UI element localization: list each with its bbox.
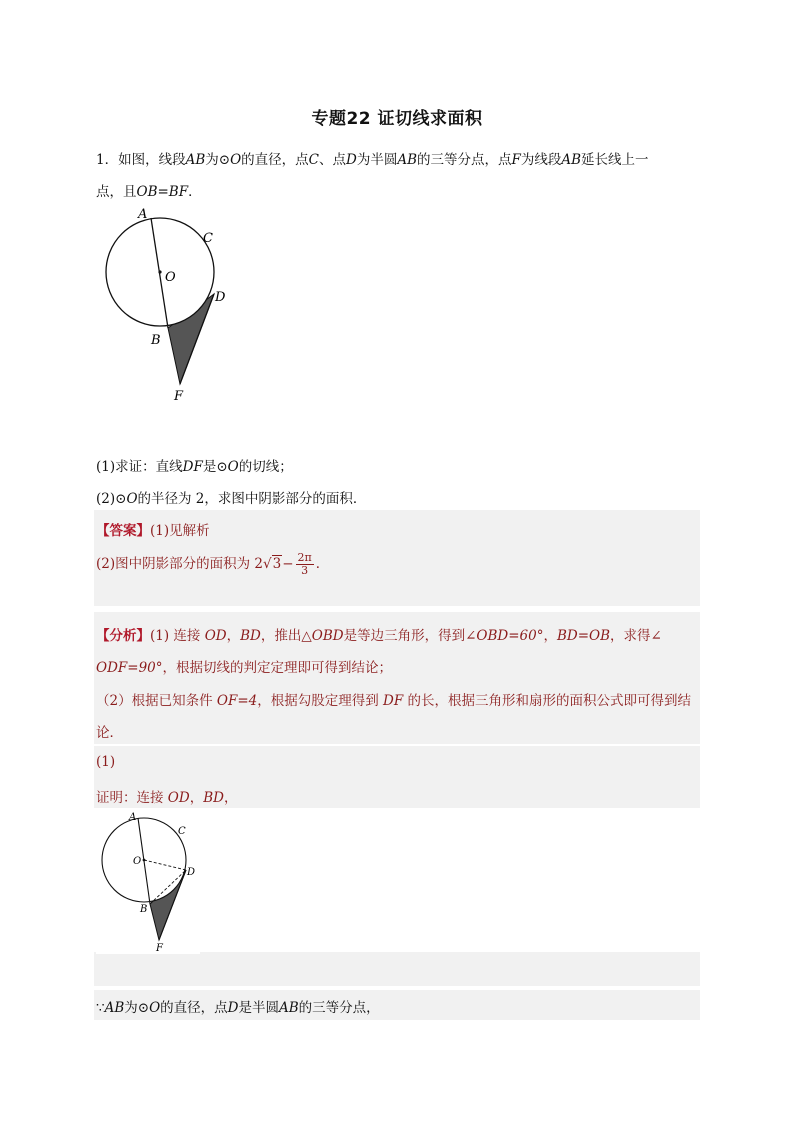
equation-bd-ob: BD=OB [556,628,610,644]
label-o: O [133,856,142,867]
label-d: D [187,867,196,878]
label-f: F [174,389,184,404]
geometry-figure-main [96,204,246,404]
var-d: D [227,1000,239,1016]
text: ． [188,184,202,200]
text: (2)图中阴影部分的面积为 [96,556,251,572]
text: 为半圆 [356,152,398,168]
text: 的直径，点 [160,1000,228,1016]
var-c: C [308,152,319,168]
label-c: C [203,231,213,246]
var-obd: OBD [311,628,344,644]
question-1 [96,455,293,475]
answer-tag: 【答案】 [96,523,150,539]
radicand: 3 [272,556,282,572]
problem-line-1 [96,148,649,168]
text: 为⊙ [205,152,231,168]
text: ，求得∠ [610,628,662,644]
minus: − [282,556,294,572]
analysis-line-3 [96,689,691,709]
var-bd: BD [240,628,261,644]
text: （2）根据已知条件 [96,693,213,709]
text: ， [226,628,241,644]
var-ab: AB [561,152,582,168]
area-expression [254,551,315,577]
var-ab: AB [185,152,206,168]
answer-part1: (1)见解析 [150,523,210,539]
label-o: O [165,270,176,285]
text: 的直径，点 [241,152,309,168]
var-ab: AB [397,152,417,168]
label-b: B [140,904,148,915]
text: (2)⊙ [96,491,127,507]
angle-odf: ODF=90° [96,660,163,676]
text: 证明：连接 [96,790,164,806]
analysis-line-4 [96,721,123,741]
var-ab: AB [278,1000,299,1016]
because-line [96,996,380,1016]
answer-line-2 [96,552,329,577]
var-d: D [346,152,357,168]
text: 为线段 [520,152,562,168]
var-bd: BD [203,790,224,806]
coef: 2 [254,556,264,572]
text: 延长线上一 [581,152,649,168]
text: 、点 [319,152,346,168]
text: ，根据切线的判定定理即可得到结论； [162,660,392,676]
analysis-line-1 [96,624,662,644]
var-od: OD [167,790,190,806]
var-o: O [149,1000,161,1016]
label-b: B [151,333,161,348]
var-o: O [227,459,239,475]
angle-obd: OBD=60° [476,628,544,644]
text: 为⊙ [124,1000,150,1016]
problem-line-2 [96,180,202,200]
text: 的三等分点， [298,1000,380,1016]
sqrt-sign: √ [263,556,272,572]
var-od: OD [204,628,227,644]
answer-line-1 [96,519,210,539]
text: ． [315,556,330,572]
question-2 [96,487,366,507]
label-a: A [129,812,137,823]
center-point [158,270,161,273]
solution-spacer-block [94,952,700,986]
text: 点，且 [96,184,137,200]
var-df: DF [182,459,203,475]
label-c: C [178,826,186,837]
var-o: O [230,152,242,168]
equation-of: OF=4 [216,693,258,709]
text: (1)求证：直线 [96,459,183,475]
label-d: D [215,290,226,305]
text: (1) [96,754,116,770]
center-point [143,859,146,862]
analysis-line-2 [96,656,392,676]
label-f: F [156,943,163,954]
text: 是⊙ [202,459,228,475]
solution-part1 [96,754,115,770]
equation: OB=BF [136,184,189,200]
text: ， [543,628,557,644]
numerator: 2π [297,551,312,564]
text: 的长，根据三角形和扇形的面积公式即可得到结 [407,693,692,709]
text: 是等边三角形，得到∠ [343,628,477,644]
text: 的切线； [238,459,293,475]
var-df: DF [383,693,404,709]
text: 的三等分点，点 [417,152,512,168]
text: 是半圆 [238,1000,279,1016]
var-f: F [511,152,521,168]
var-ab: AB [104,1000,125,1016]
geometry-figure-proof [96,808,200,954]
text: ， [189,790,204,806]
label-a: A [138,207,148,222]
fraction [296,552,314,577]
var-o: O [126,491,138,507]
text: ， [223,790,238,806]
denominator: 3 [301,564,309,577]
text: ，推出△ [260,628,312,644]
analysis-tag: 【分析】 [96,628,150,644]
page-title: 专题22 证切线求面积 [311,109,483,129]
text: ，根据勾股定理得到 [257,693,379,709]
because-symbol: ∵ [96,1000,105,1016]
text: 论． [96,725,123,741]
text: 1．如图，线段 [96,152,186,168]
text: 的半径为 2，求图中阴影部分的面积． [137,491,367,507]
proof-line [96,786,237,806]
text: (1) 连接 [150,628,201,644]
